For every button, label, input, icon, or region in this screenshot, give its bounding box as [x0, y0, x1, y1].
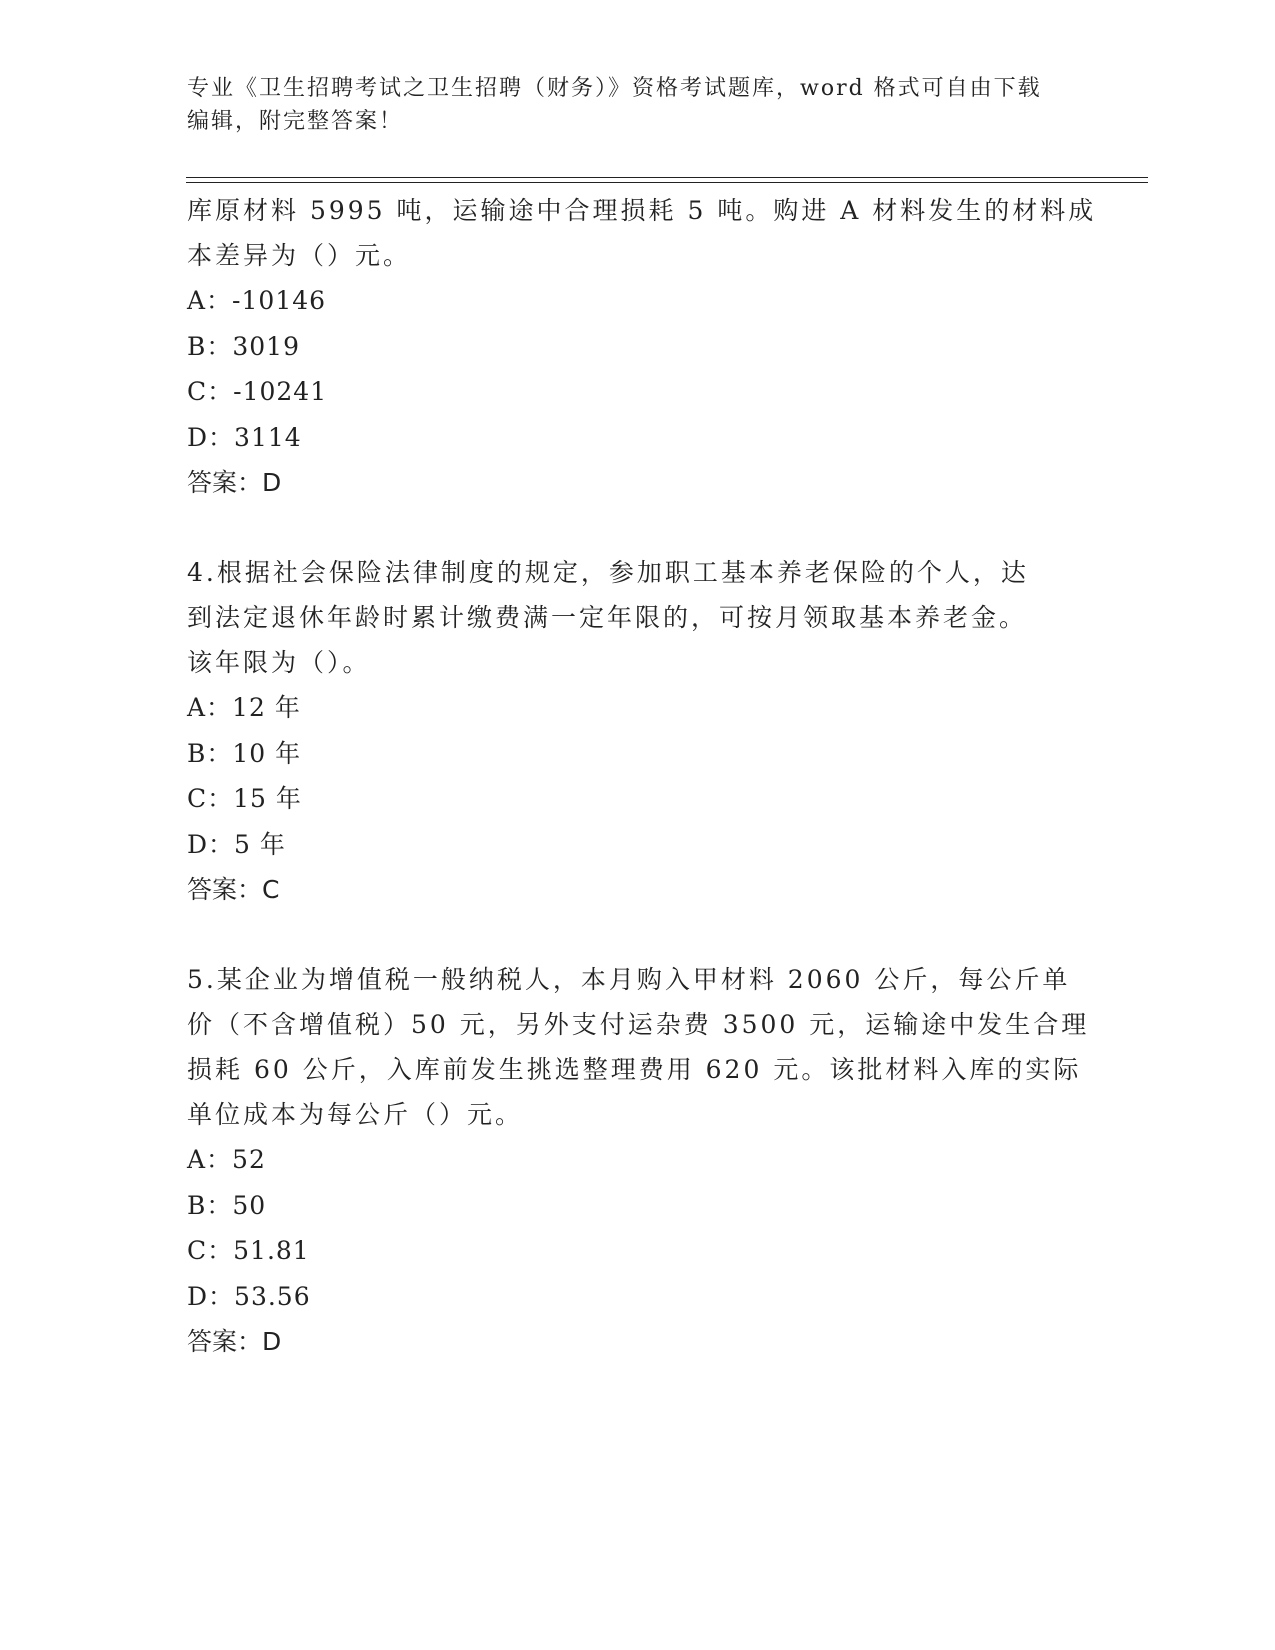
question-4-line-1: 4.根据社会保险法律制度的规定，参加职工基本养老保险的个人，达 — [187, 558, 1029, 587]
question-3-option-c: C：-10241 — [187, 377, 328, 406]
spacer — [187, 505, 1087, 550]
question-5-line-4: 单位成本为每公斤（）元。 — [187, 1100, 524, 1129]
question-5-option-c: C：51.81 — [187, 1236, 310, 1265]
question-5-answer: 答案：D — [187, 1327, 282, 1356]
question-3 — [187, 188, 1097, 505]
question-4-option-b: B：10 年 — [187, 738, 302, 768]
header-line-1: 专业《卫生招聘考试之卫生招聘（财务）》资格考试题库，word 格式可自由下载 — [187, 76, 1042, 101]
question-3-line-1: 库原材料 5995 吨，运输途中合理损耗 5 吨。购进 A 材料发生的材料成 — [187, 196, 1097, 225]
question-5-line-1: 5.某企业为增值税一般纳税人，本月购入甲材料 2060 公斤，每公斤单 — [187, 965, 1071, 994]
question-5-option-a: A：52 — [187, 1145, 266, 1174]
question-4-option-a: A：12 年 — [187, 693, 301, 722]
header-line-2: 编辑，附完整答案！ — [187, 109, 404, 134]
question-5-line-3: 损耗 60 公斤，入库前发生挑选整理费用 620 元。该批材料入库的实际 — [187, 1055, 1082, 1084]
question-4-line-3: 该年限为（）。 — [187, 648, 371, 677]
header-divider-top — [186, 177, 1148, 178]
question-3-option-d: D：3114 — [187, 422, 302, 452]
question-4 — [187, 550, 1087, 912]
question-5-option-d: D：53.56 — [187, 1281, 311, 1311]
question-5 — [187, 957, 1090, 1364]
spacer — [187, 912, 1087, 957]
question-4-option-c: C：15 年 — [187, 784, 302, 813]
question-5-line-2: 价（不含增值税）50 元，另外支付运杂费 3500 元，运输途中发生合理 — [187, 1010, 1090, 1039]
question-3-line-2: 本差异为（）元。 — [187, 241, 412, 270]
document-header — [187, 72, 1067, 138]
question-4-line-2: 到法定退休年龄时累计缴费满一定年限的，可按月领取基本养老金。 — [187, 603, 1028, 632]
header-divider-bottom — [186, 182, 1148, 183]
question-4-answer: 答案：C — [187, 875, 280, 904]
question-5-option-b: B：50 — [187, 1190, 267, 1220]
question-4-option-d: D：5 年 — [187, 829, 286, 859]
question-3-option-a: A：-10146 — [187, 286, 327, 315]
question-3-option-b: B：3019 — [187, 331, 300, 361]
document-body — [187, 188, 1097, 1364]
question-3-answer: 答案：D — [187, 468, 282, 497]
